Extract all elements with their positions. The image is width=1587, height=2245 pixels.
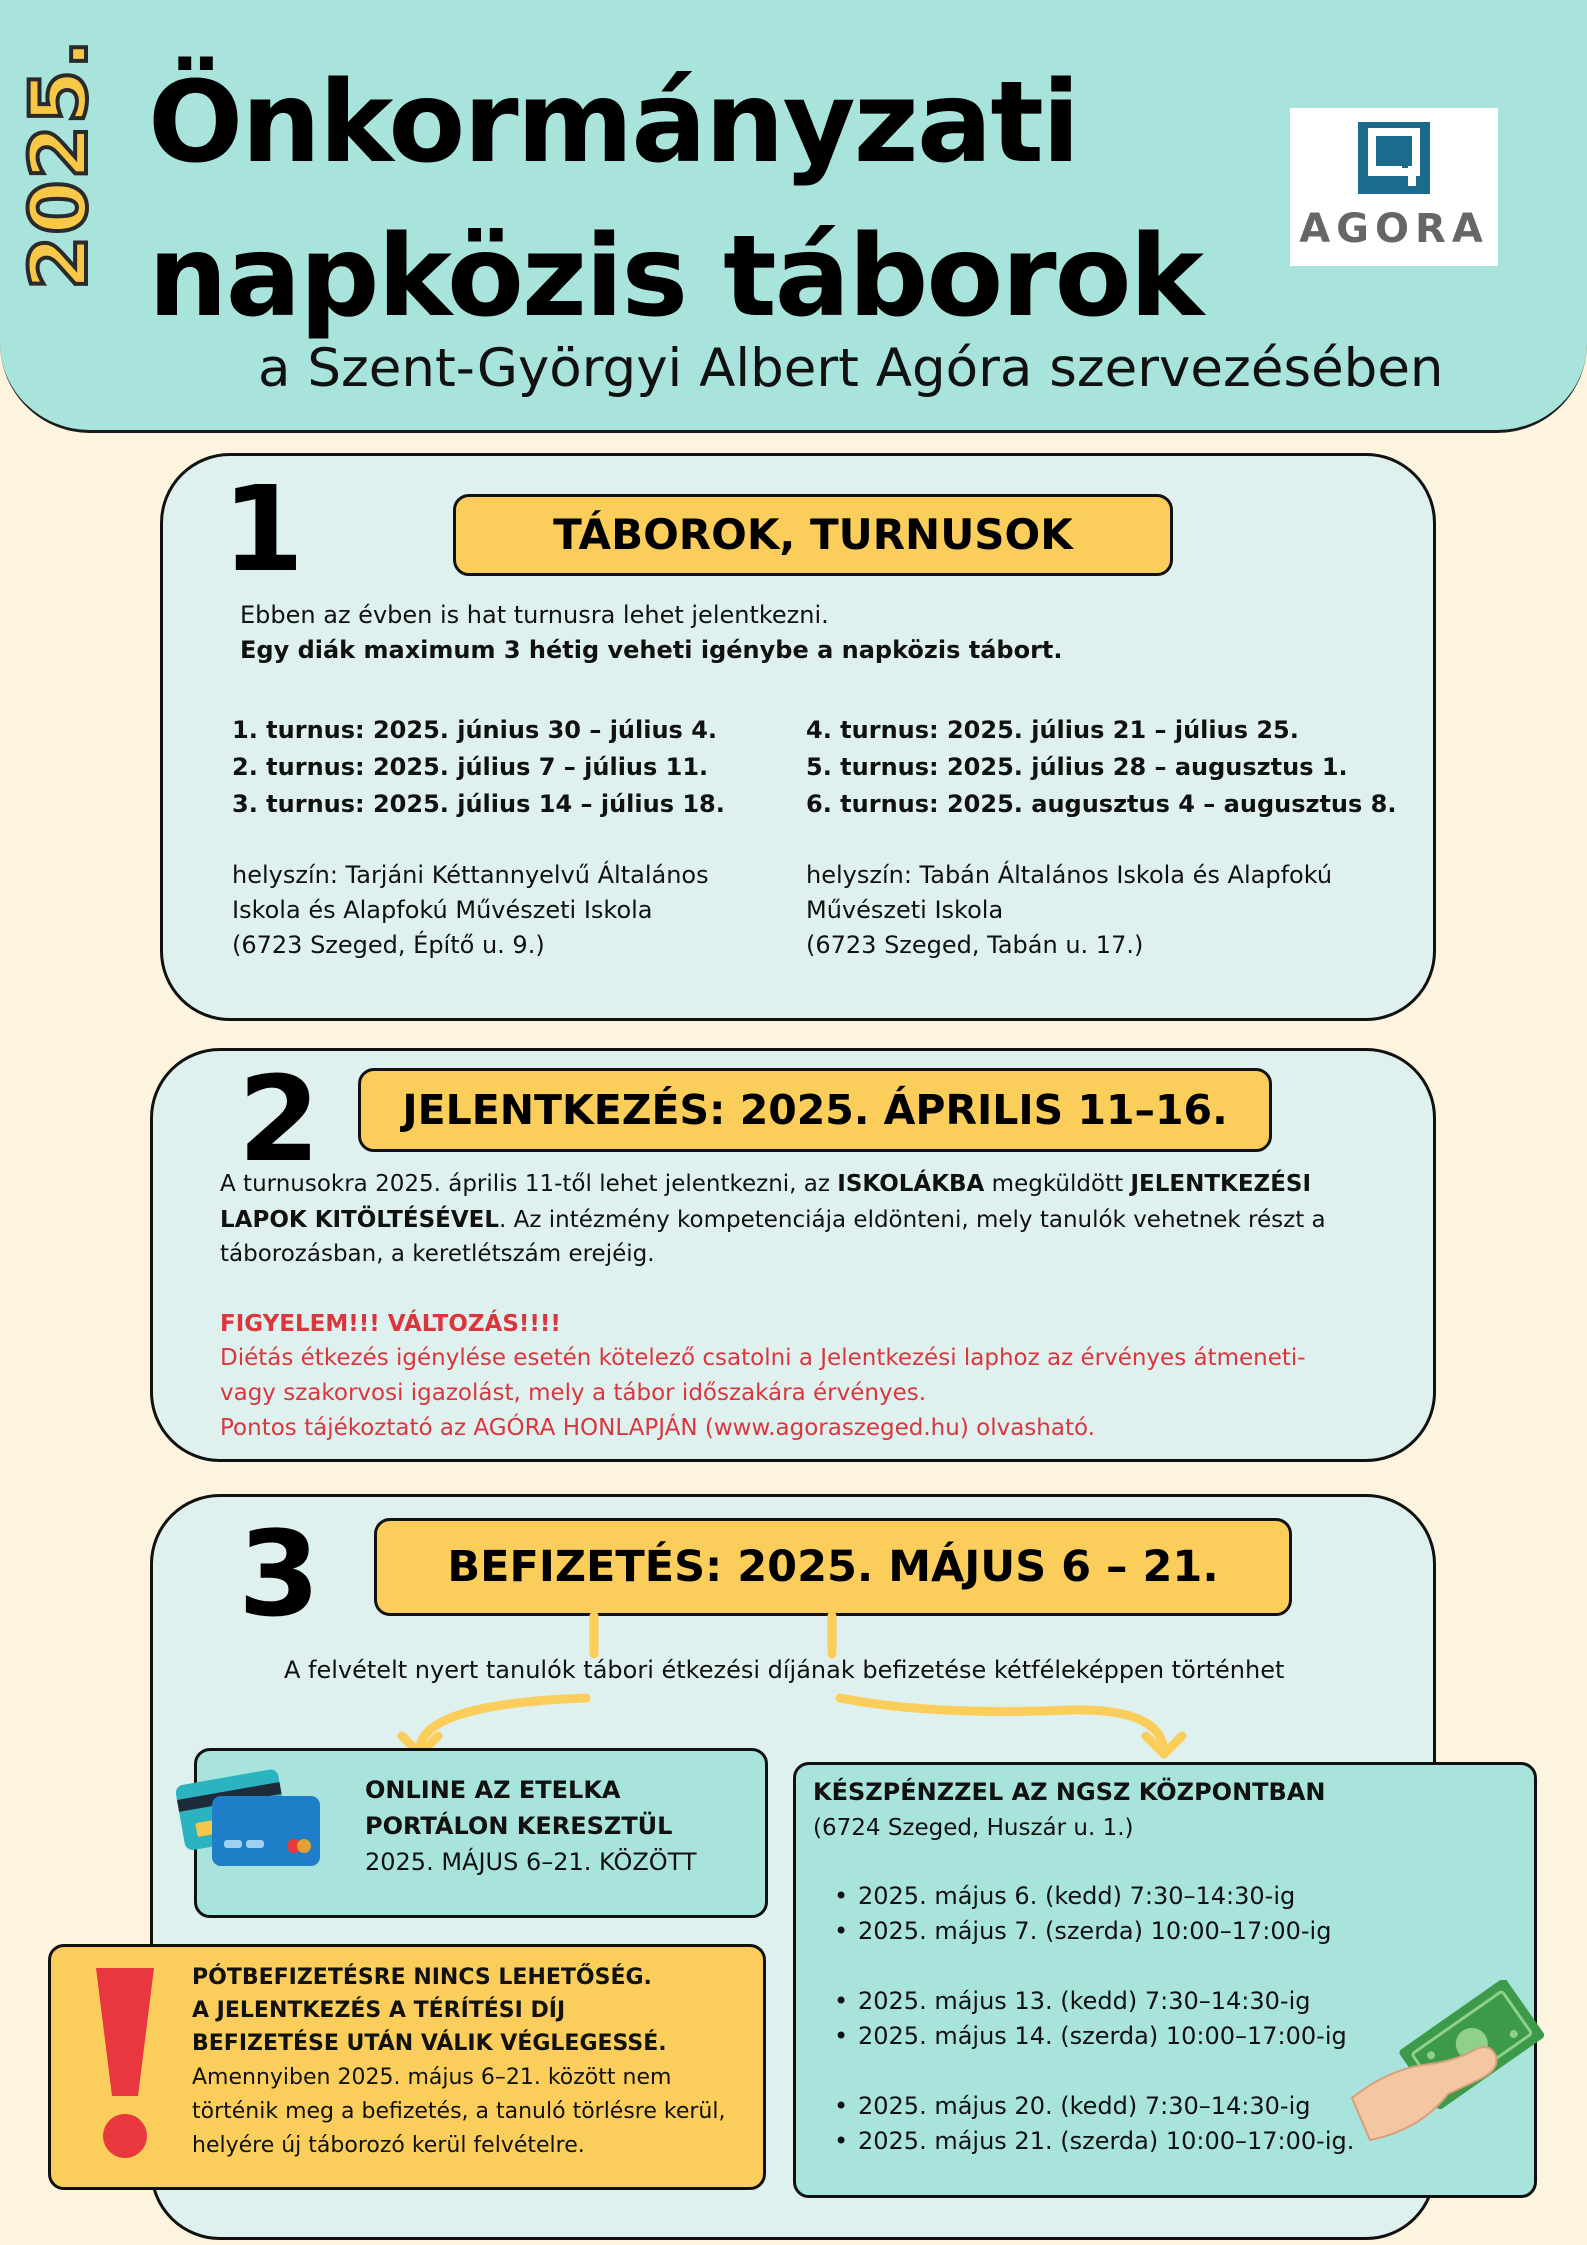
section2-paragraph-line3: táborozásban, a keretlétszám erejéig.: [220, 1241, 655, 1267]
section2-heading: JELENTKEZÉS: 2025. ÁPRILIS 11–16.: [358, 1068, 1272, 1152]
section3-intro: A felvételt nyert tanulók tábori étkezési díjának befizetése kétféleképpen történhet: [284, 1656, 1285, 1684]
turnus-item: 5. turnus: 2025. július 28 – augusztus 1.: [806, 753, 1348, 781]
section1-number: 1: [222, 460, 305, 598]
page-subtitle: a Szent-Györgyi Albert Agóra szervezésében: [258, 338, 1444, 399]
location-line: Iskola és Alapfokú Művészeti Iskola: [232, 896, 653, 924]
turnus-item: 3. turnus: 2025. július 14 – július 18.: [232, 790, 725, 818]
credit-card-icon: [176, 1762, 324, 1874]
section2-paragraph-line2: LAPOK KITÖLTÉSÉVEL. Az intézmény kompetenciája eldönteni, mely tanulók vehetnek részt a: [220, 1207, 1326, 1233]
online-line2: PORTÁLON KERESZTÜL: [365, 1812, 673, 1840]
section2-warning-line: Diétás étkezés igénylése esetén kötelező csatolni a Jelentkezési laphoz az érvényes átmeneti-: [220, 1345, 1306, 1371]
agora-logo-text: AGORA: [1299, 206, 1489, 252]
warning-line6: helyére új táborozó kerül felvételre.: [192, 2133, 585, 2158]
section3-heading: BEFIZETÉS: 2025. MÁJUS 6 – 21.: [374, 1518, 1292, 1616]
section2-number: 2: [238, 1050, 321, 1188]
location-line: (6723 Szeged, Tabán u. 17.): [806, 931, 1144, 959]
turnus-item: 6. turnus: 2025. augusztus 4 – augusztus 8.: [806, 790, 1397, 818]
section1-intro: Ebben az évben is hat turnusra lehet jelentkezni.: [240, 601, 829, 629]
cash-dates-group3: [832, 2089, 1354, 2159]
cash-date-item: • 2025. május 20. (kedd) 7:30–14:30-ig: [832, 2089, 1354, 2124]
cash-title: KÉSZPÉNZZEL AZ NGSZ KÖZPONTBAN: [813, 1778, 1326, 1806]
turnus-item: 2. turnus: 2025. július 7 – július 11.: [232, 753, 709, 781]
location-left: [232, 858, 709, 963]
section1-intro-bold: Egy diák maximum 3 hétig veheti igénybe a napközis tábort.: [240, 636, 1063, 664]
cash-date-item: • 2025. május 21. (szerda) 10:00–17:00-ig.: [832, 2124, 1354, 2159]
page-title-line1: Önkormányzati: [148, 58, 1079, 188]
location-line: Művészeti Iskola: [806, 896, 1004, 924]
cash-date-item: • 2025. május 14. (szerda) 10:00–17:00-ig: [832, 2019, 1347, 2054]
warning-line2: A JELENTKEZÉS A TÉRÍTÉSI DÍJ: [192, 1998, 566, 2023]
online-line3: 2025. MÁJUS 6–21. KÖZÖTT: [365, 1848, 697, 1876]
turnus-list-right: [806, 712, 1396, 823]
agora-logo-mark-icon: [1358, 122, 1430, 194]
cash-date-item: • 2025. május 13. (kedd) 7:30–14:30-ig: [832, 1984, 1347, 2019]
section2-warning-title: FIGYELEM!!! VÁLTOZÁS!!!!: [220, 1311, 561, 1337]
warning-line3: BEFIZETÉSE UTÁN VÁLIK VÉGLEGESSÉ.: [192, 2031, 667, 2056]
year-label: 2025.: [15, 38, 105, 290]
location-line: helyszín: Tarjáni Kéttannyelvű Általános: [232, 861, 709, 889]
section2-warning-line: vagy szakorvosi igazolást, mely a tábor időszakára érvényes.: [220, 1380, 927, 1406]
cash-address: (6724 Szeged, Huszár u. 1.): [813, 1815, 1134, 1841]
location-right: [806, 858, 1332, 963]
warning-line5: történik meg a befizetés, a tanuló törlésre kerül,: [192, 2099, 726, 2124]
section2-warning-line: Pontos tájékoztató az AGÓRA HONLAPJÁN (www.agoraszeged.hu) olvasható.: [220, 1415, 1095, 1441]
cash-date-item: • 2025. május 6. (kedd) 7:30–14:30-ig: [832, 1879, 1331, 1914]
warning-line1: PÓTBEFIZETÉSRE NINCS LEHETŐSÉG.: [192, 1965, 652, 1990]
page-title-line2: napközis táborok: [148, 212, 1203, 342]
location-line: (6723 Szeged, Építő u. 9.): [232, 931, 545, 959]
warning-line4: Amennyiben 2025. május 6–21. között nem: [192, 2065, 672, 2090]
cash-date-item: • 2025. május 7. (szerda) 10:00–17:00-ig: [832, 1914, 1331, 1949]
online-line1: ONLINE AZ ETELKA: [365, 1776, 621, 1804]
exclamation-icon: [88, 1964, 162, 2164]
cash-in-hand-icon: [1350, 1980, 1560, 2150]
agora-logo: [1290, 108, 1498, 266]
section2-paragraph-line1: A turnusokra 2025. április 11-től lehet jelentkezni, az ISKOLÁKBA megküldött JELENTKEZÉSI: [220, 1171, 1312, 1197]
turnus-item: 1. turnus: 2025. június 30 – július 4.: [232, 716, 718, 744]
section3-number: 3: [238, 1505, 321, 1643]
cash-dates-group2: [832, 1984, 1347, 2054]
turnus-item: 4. turnus: 2025. július 21 – július 25.: [806, 716, 1299, 744]
location-line: helyszín: Tabán Általános Iskola és Alapfokú: [806, 861, 1333, 889]
turnus-list-left: [232, 712, 725, 823]
section1-heading: TÁBOROK, TURNUSOK: [453, 494, 1173, 576]
cash-dates-group1: [832, 1879, 1331, 1949]
